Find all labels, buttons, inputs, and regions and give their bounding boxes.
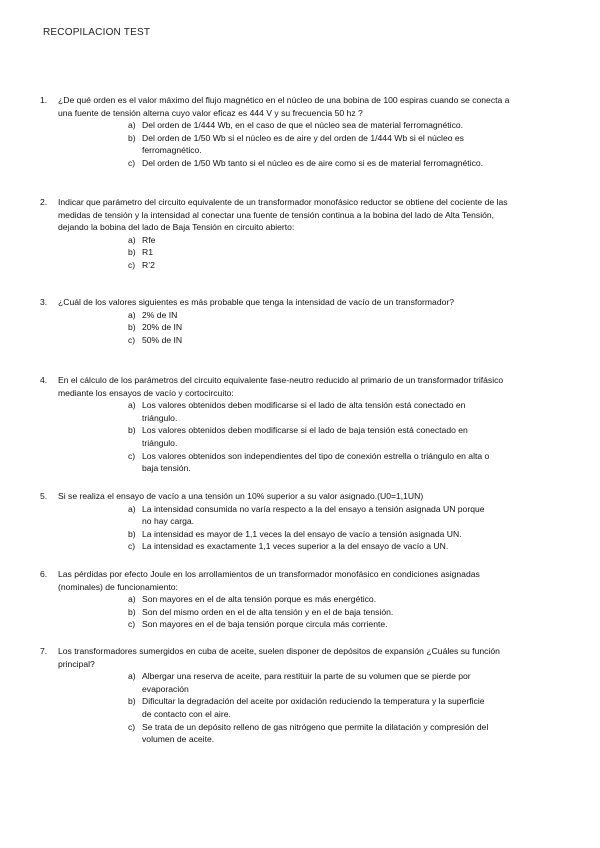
options-list (40, 234, 510, 272)
option-c (128, 450, 490, 475)
options-list (40, 309, 510, 347)
option-text: Del orden de 1/444 Wb, en el caso de que el núcleo sea de material ferromagnético. (142, 120, 464, 131)
option-letter: b) (128, 247, 136, 258)
option-text: 2% de IN (142, 309, 178, 320)
option-letter: c) (128, 619, 136, 630)
option-b (128, 132, 490, 157)
option-c (128, 540, 490, 553)
option-letter: a) (128, 503, 136, 514)
option-text: La intensidad es mayor de 1,1 veces la del ensayo de vacío a tensión asignada UN. (142, 528, 462, 539)
option-text: Del orden de 1/50 Wb tanto si el núcleo es de aire como si es de material ferromagnético. (142, 157, 484, 168)
document-header: RECOPILACION TEST (43, 27, 151, 38)
option-b (128, 246, 490, 259)
option-text: Del orden de 1/50 Wb si el núcleo es de aire y del orden de 1/444 Wb si el núcleo es ferromagnético. (142, 132, 464, 156)
question-text: ¿De qué orden es el valor máximo del flujo magnético en el núcleo de una bobina de 100 espiras cuando se conecta a una fuente de tensión alterna cuyo valor eficaz es 444 V y su frecuencia 50 hz ? (58, 95, 510, 118)
option-c (128, 259, 490, 272)
option-b (128, 424, 490, 449)
question-number: 5. (40, 491, 48, 501)
option-text: Son mayores en el de baja tensión porque circula más corriente. (142, 619, 388, 630)
option-letter: b) (128, 528, 136, 539)
question-4 (40, 374, 510, 475)
option-text: Los valores obtenidos son independientes del tipo de conexión estrella o triángulo en alta o baja tensión. (142, 450, 490, 474)
option-text: Son mayores en el de alta tensión porque es más energético. (142, 594, 377, 605)
option-letter: a) (128, 234, 136, 245)
option-text: La intensidad es exactamente 1,1 veces superior a la del ensayo de vacío a UN. (142, 541, 449, 552)
option-text: Rfe (142, 234, 156, 245)
option-b (128, 695, 490, 720)
option-letter: b) (128, 322, 136, 333)
option-a (128, 399, 490, 424)
option-letter: c) (128, 334, 136, 345)
option-c (128, 157, 490, 170)
option-a (128, 670, 490, 695)
question-number: 7. (40, 646, 48, 656)
option-letter: b) (128, 606, 136, 617)
options-list (40, 503, 510, 553)
question-number: 6. (40, 569, 48, 579)
option-text: Los valores obtenidos deben modificarse si el lado de alta tensión está conectado en triángulo. (142, 400, 466, 423)
options-list (40, 119, 510, 169)
option-letter: c) (128, 259, 136, 270)
option-a (128, 309, 490, 322)
option-letter: c) (128, 721, 136, 732)
option-a (128, 593, 490, 606)
option-text: Se trata de un depósito relleno de gas nitrógeno que permite la dilatación y compresión del volumen de aceite. (142, 721, 489, 745)
option-a (128, 119, 490, 132)
option-letter: a) (128, 400, 136, 411)
question-text: En el cálculo de los parámetros del circuito equivalente fase-neutro reducido al primario de un transformador trifásico mediante los ensayos de vacío y cortocircuito: (58, 375, 504, 398)
question-6 (40, 568, 510, 631)
option-text: R1 (142, 247, 153, 258)
option-b (128, 606, 490, 619)
option-a (128, 503, 490, 528)
option-c (128, 721, 490, 746)
option-letter: b) (128, 425, 136, 436)
option-letter: b) (128, 696, 136, 707)
question-text: ¿Cuál de los valores siguientes es más probable que tenga la intensidad de vacío de un transformador? (58, 297, 455, 307)
option-letter: c) (128, 157, 136, 168)
option-text: R’2 (142, 259, 155, 270)
question-number: 2. (40, 197, 48, 207)
options-list (40, 593, 510, 631)
option-text: 20% de IN (142, 322, 183, 333)
question-5 (40, 490, 510, 553)
question-7 (40, 645, 510, 746)
option-text: Los valores obtenidos deben modificarse si el lado de baja tensión está conectado en triángulo. (142, 425, 468, 448)
question-number: 4. (40, 375, 48, 385)
option-letter: a) (128, 594, 136, 605)
option-letter: a) (128, 671, 136, 682)
option-c (128, 618, 490, 631)
question-text: Indicar que parámetro del circuito equivalente de un transformador monofásico reductor se obtiene del cociente de las medidas de tensión y la intensidad al conectar una fuente de tensión continua a la bobina del lado de Alta Tensión, dejando la bobina del lado de Baja Tensión en circuito abierto: (58, 197, 508, 233)
question-text: Si se realiza el ensayo de vacío a una tensión un 10% superior a su valor asignado.(U0=1,1UN) (58, 491, 424, 501)
question-3 (40, 296, 510, 346)
option-letter: a) (128, 120, 136, 131)
options-list (40, 670, 510, 746)
option-b (128, 528, 490, 541)
question-2 (40, 196, 510, 272)
option-text: Albergar una reserva de aceite, para restituir la parte de su volumen que se pierde por evaporación (142, 671, 471, 694)
option-text: Dificultar la degradación del aceite por oxidación reduciendo la temperatura y la superficie de contacto con el aire. (142, 696, 485, 719)
question-text: Los transformadores sumergidos en cuba de aceite, suelen disponer de depósitos de expansión ¿Cuáles su función principal? (58, 646, 500, 669)
option-letter: c) (128, 450, 136, 461)
option-text: 50% de IN (142, 334, 183, 345)
option-letter: b) (128, 132, 136, 143)
question-1 (40, 94, 510, 170)
option-text: La intensidad consumida no varía respecto a la del ensayo a tensión asignada UN porque no hay carga. (142, 503, 485, 527)
option-text: Son del mismo orden en el de alta tensión y en el de baja tensión. (142, 606, 394, 617)
option-b (128, 321, 490, 334)
option-c (128, 334, 490, 347)
question-number: 3. (40, 297, 48, 307)
question-text: Las pérdidas por efecto Joule en los arrollamientos de un transformador monofásico en condiciones asignadas (nominales) de funcionamiento: (58, 569, 480, 592)
option-a (128, 234, 490, 247)
option-letter: a) (128, 309, 136, 320)
options-list (40, 399, 510, 475)
option-letter: c) (128, 541, 136, 552)
question-number: 1. (40, 95, 48, 105)
